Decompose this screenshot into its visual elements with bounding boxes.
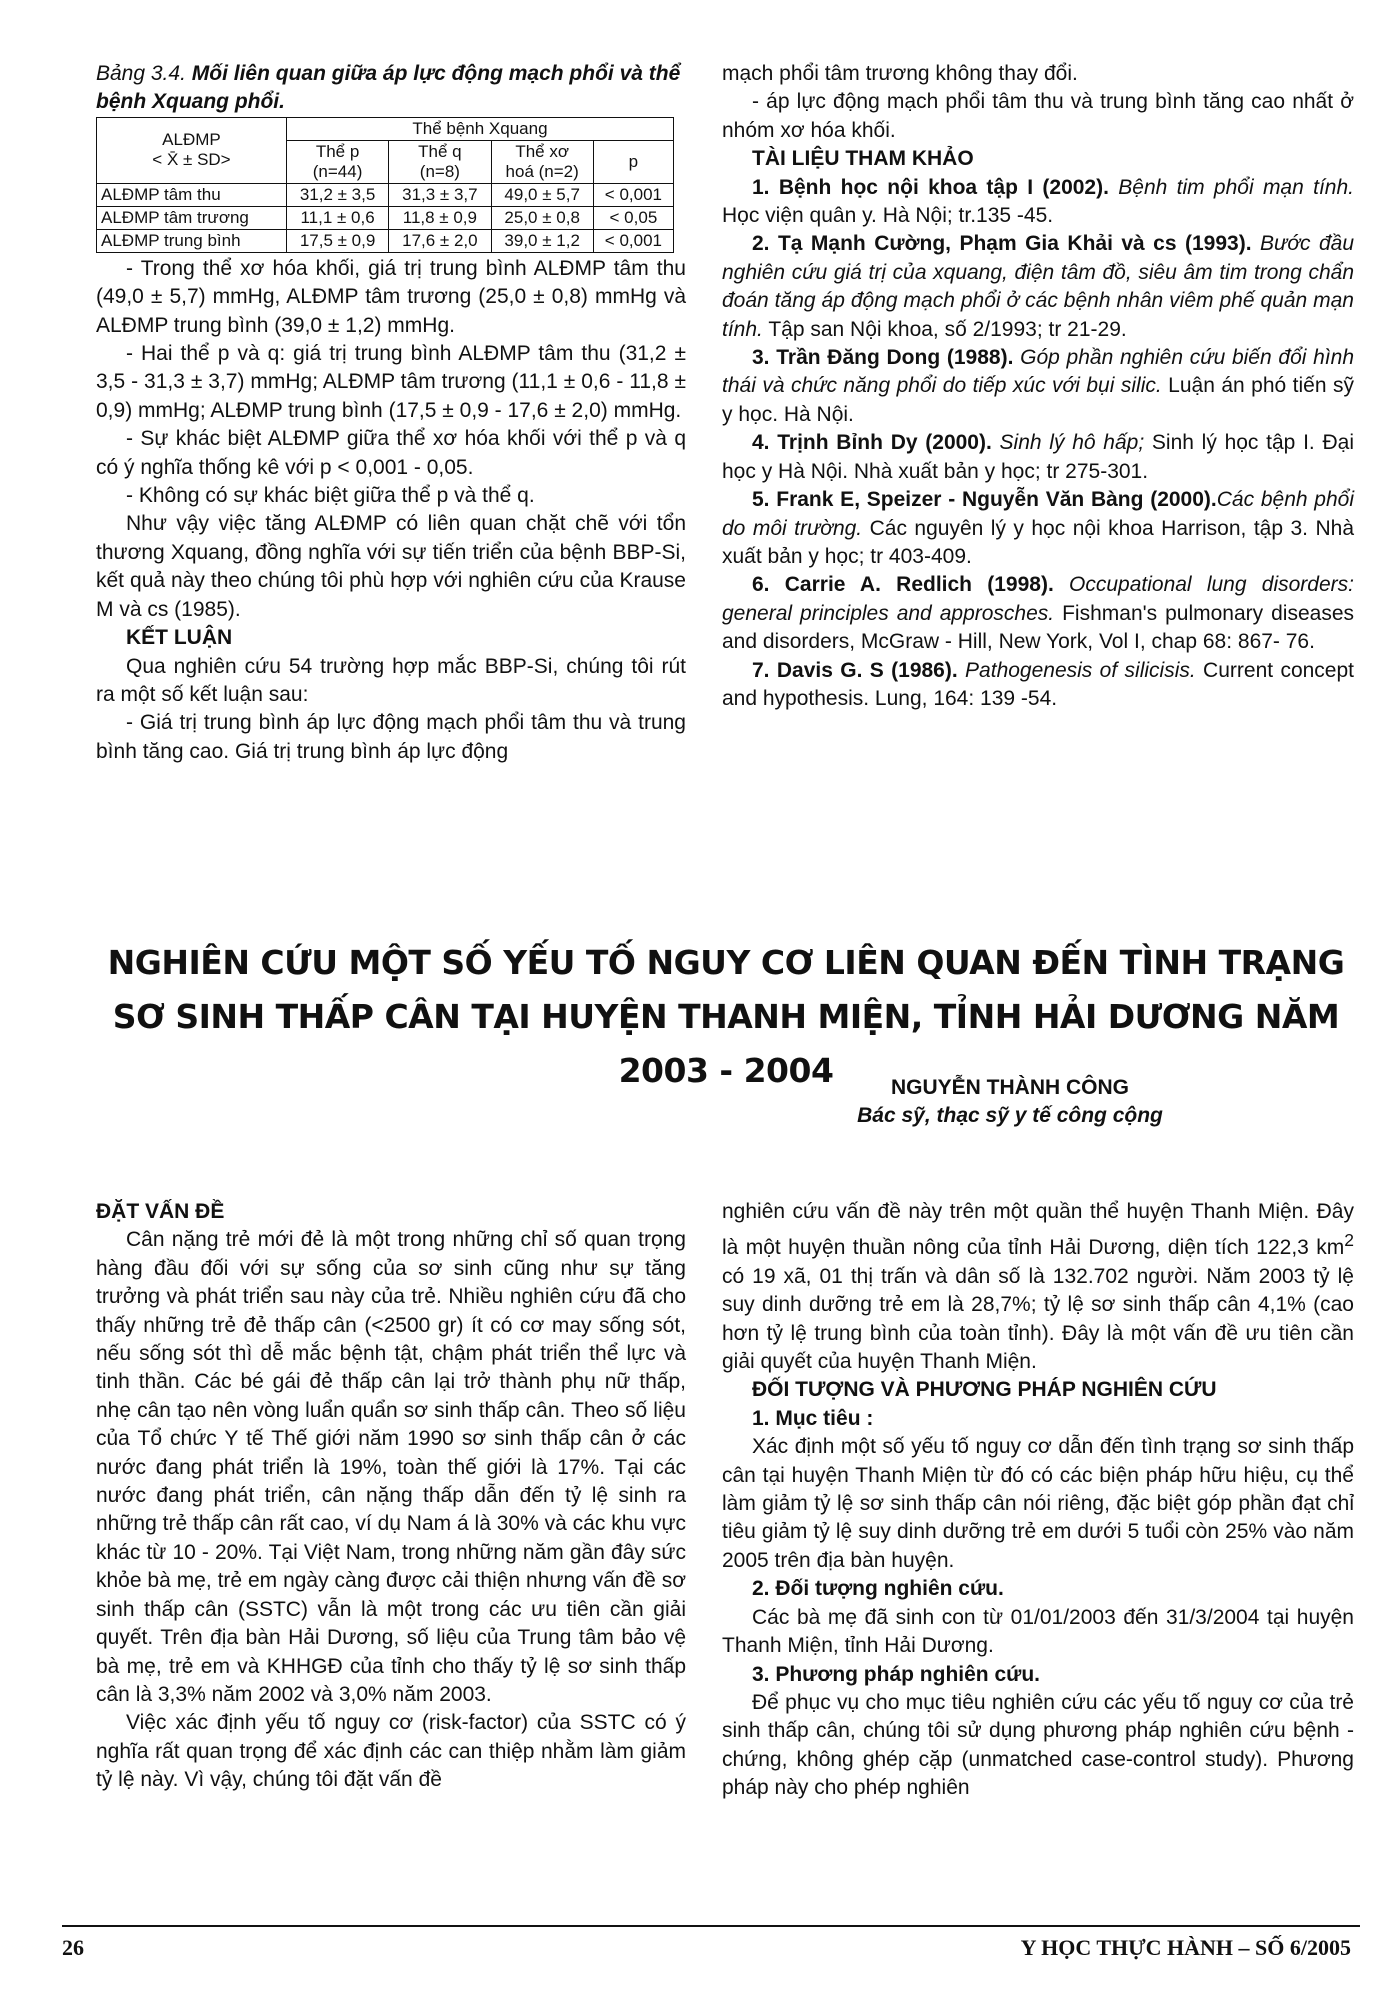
reference-author: 6. Carrie A. Redlich (1998). xyxy=(752,573,1054,597)
subsection-heading: 1. Mục tiêu : xyxy=(752,1406,874,1430)
paragraph: - Hai thể p và q: giá trị trung bình ALĐMP tâm thu (31,2 ± 3,5 - 31,3 ± 3,7) mmHg; ALĐMP tâm trương (11,1 ± 0,6 - 11,8 ± 0,9) mmHg; ALĐMP trung bình (17,5 ± 0,9 - 17,6 ± 2,0) mmHg. xyxy=(96,342,686,422)
cell-the-p: 11,1 ± 0,6 xyxy=(286,206,388,229)
reference-author: 5. Frank E, Speizer - Nguyễn Văn Bàng (2000). xyxy=(752,488,1217,512)
header-the-p-n: (n=44) xyxy=(312,161,363,181)
header-group: Thể bệnh Xquang xyxy=(286,117,673,140)
subsection-heading: 3. Phương pháp nghiên cứu. xyxy=(752,1662,1041,1686)
reference-source: Các nguyên lý y học nội khoa Harrison, tập 3. Nhà xuất bản y học; tr 403-409. xyxy=(722,516,1354,568)
reference-source: Học viện quân y. Hà Nội; tr.135 -45. xyxy=(722,204,1054,228)
table-row xyxy=(97,183,674,206)
reference-source: Fishman's pulmonary diseases and disorders, McGraw - Hill, New York, Vol I, chap 68: 867- 76. xyxy=(722,601,1354,654)
author-affiliation: Bác sỹ, thạc sỹ y tế công cộng xyxy=(857,1104,1163,1127)
cell-p-value: < 0,001 xyxy=(593,229,673,252)
reference-title: Pathogenesis of silicisis. xyxy=(957,658,1196,682)
header-the-xo xyxy=(491,140,593,183)
reference-author: 1. Bệnh học nội khoa tập I (2002). xyxy=(752,175,1109,199)
footer-divider xyxy=(62,1925,1360,1927)
text-run: có 19 xã, 01 thị trấn và dân số là 132.702 người. Năm 2003 tỷ lệ suy dinh dưỡng trẻ em là 28,7%; tỷ lệ sơ sinh thấp cân 4,1% (cao hơn tỷ lệ trung bình của toàn tỉnh). Đây là một vấn đề ưu tiên cần giải quyết của huyện Thanh Miện. xyxy=(722,1264,1354,1374)
paragraph: - Giá trị trung bình áp lực động mạch phổi tâm thu và trung bình tăng cao. Giá trị trung bình áp lực động xyxy=(96,711,686,763)
paragraph xyxy=(722,1198,1354,1376)
row-label: ALĐMP tâm trương xyxy=(97,206,287,229)
section-heading-references: TÀI LIỆU THAM KHẢO xyxy=(752,147,974,171)
header-mean-sd: < X̄ ± SD> xyxy=(152,150,231,170)
reference-source: Luận án phó tiến sỹ y học. Hà Nội. xyxy=(722,374,1354,426)
paragraph: Các bà mẹ đã sinh con từ 01/01/2003 đến 31/3/2004 tại huyện Thanh Miện, tỉnh Hải Dương. xyxy=(722,1605,1354,1658)
paragraph: Qua nghiên cứu 54 trường hợp mắc BBP-Si, chúng tôi rút ra một số kết luận sau: xyxy=(96,654,686,706)
reference-source: Sinh lý học tập I. Đại học y Hà Nội. Nhà xuất bản y học; tr 275-301. xyxy=(722,431,1354,483)
row-label: ALĐMP tâm thu xyxy=(97,183,287,206)
reference-item xyxy=(722,429,1354,486)
reference-item xyxy=(722,657,1354,714)
reference-author: 7. Davis G. S (1986). xyxy=(752,658,958,682)
section-heading-introduction: ĐẶT VẤN ĐỀ xyxy=(96,1200,225,1223)
reference-source: Tập san Nội khoa, số 2/1993; tr 21-29. xyxy=(762,317,1127,341)
section-heading-methods: ĐỐI TƯỢNG VÀ PHƯƠNG PHÁP NGHIÊN CỨU xyxy=(752,1378,1217,1402)
reference-source: Current concept and hypothesis. Lung, 164: 139 -54. xyxy=(722,658,1354,710)
table-header-cell xyxy=(97,117,287,183)
paragraph: - Trong thể xơ hóa khối, giá trị trung bình ALĐMP tâm thu (49,0 ± 5,7) mmHg, ALĐMP tâm trương (25,0 ± 0,8) mmHg và ALĐMP trung bình (39,0 ± 1,2) mmHg. xyxy=(96,256,686,337)
reference-title: Sinh lý hô hấp; xyxy=(991,431,1145,455)
header-the-q xyxy=(389,140,491,183)
cell-p-value: < 0,05 xyxy=(593,206,673,229)
header-the-p xyxy=(286,140,388,183)
table-caption xyxy=(96,60,686,117)
paragraph: Cân nặng trẻ mới đẻ là một trong những chỉ số quan trọng hàng đầu đối với sự sống của sơ sinh cũng như sự tăng trưởng và phát triển sau này của trẻ. Nhiều nghiên cứu đã cho thấy những trẻ đẻ thấp cân (<2500 gr) ít có cơ may sống sót, nếu sống sót thì dễ mắc bệnh tật, chậm phát triển thể lực và tinh thần. Các bé gái đẻ thấp cân lại trở thành phụ nữ thấp, nhẹ cân tạo nên vòng luẩn quẩn sơ sinh thấp cân. Theo số liệu của Tổ chức Y tế Thế giới năm 1990 sơ sinh thấp cân ở các nước đang phát triển là 19%, toàn thế giới là 17%. Tại các nước đang phát triển, cân nặng thấp dẫn đến tỷ lệ sinh ra những trẻ thấp cân rất cao, ví dụ Nam á là 30% và các khu vực khác từ 10 - 20%. Tại Việt Nam, trong những năm gần đây sức khỏe bà mẹ, trẻ em ngày càng được cải thiện nhưng vấn đề sơ sinh thấp cân (SSTC) vẫn là một trong các ưu tiên cần giải quyết. Trên địa bàn Hải Dương, số liệu của Trung tâm bảo vệ bà mẹ, trẻ em và KHHGĐ của tỉnh cho thấy tỷ lệ sơ sinh thấp cân là 3,3% năm 2002 và 3,0% năm 2003. xyxy=(96,1228,686,1706)
cell-the-xo: 39,0 ± 1,2 xyxy=(491,229,593,252)
header-the-q-n: (n=8) xyxy=(419,161,460,181)
paragraph: - Sự khác biệt ALĐMP giữa thể xơ hóa khối với thể p và q có ý nghĩa thống kê với p < 0,001 - 0,05. xyxy=(96,427,686,479)
author-block xyxy=(800,1074,1220,1130)
header-aldmp: ALĐMP xyxy=(162,130,221,150)
paragraph: Như vậy việc tăng ALĐMP có liên quan chặt chẽ với tổn thương Xquang, đồng nghĩa với sự tiến triển của bệnh BBP-Si, kết quả này theo chúng tôi phù hợp với nghiên cứu của Krause M và cs (1985). xyxy=(96,512,686,621)
header-the-q-label: Thể q xyxy=(418,141,462,161)
article-title-line-2: SƠ SINH THẤP CÂN TẠI HUYỆN THANH MIỆN, TỈNH HẢI DƯƠNG NĂM 2003 - 2004 xyxy=(112,997,1340,1090)
cell-the-p: 17,5 ± 0,9 xyxy=(286,229,388,252)
cell-the-xo: 49,0 ± 5,7 xyxy=(491,183,593,206)
reference-item xyxy=(722,344,1354,429)
reference-author: 4. Trịnh Bỉnh Dy (2000). xyxy=(752,431,992,455)
reference-list xyxy=(722,174,1354,714)
paragraph: mạch phổi tâm trương không thay đổi. xyxy=(722,62,1078,85)
right-bottom-column xyxy=(722,1198,1354,1803)
reference-author: 3. Trần Đăng Dong (1988). xyxy=(752,346,1014,370)
cell-the-p: 31,2 ± 3,5 xyxy=(286,183,388,206)
reference-title: Các bệnh phổi do môi trường. xyxy=(722,488,1355,540)
paragraph: Xác định một số yếu tố nguy cơ dẫn đến tình trạng sơ sinh thấp cân tại huyện Thanh Miện từ đó có các biện pháp hữu hiệu, cụ thể làm giảm tỷ lệ sơ sinh thấp cân nói riêng, đặc biệt góp phần đạt chỉ tiêu giảm tỷ lệ suy dinh dưỡng trẻ em dưới 5 tuổi còn 25% vào năm 2005 trên địa bàn huyện. xyxy=(722,1435,1354,1572)
header-the-p-label: Thể p xyxy=(315,141,360,161)
reference-title: Occupational lung disorders: general principles and approsches. xyxy=(722,573,1354,625)
cell-the-q: 11,8 ± 0,9 xyxy=(389,206,491,229)
row-label: ALĐMP trung bình xyxy=(97,229,287,252)
header-the-xo-label: Thể xơ xyxy=(515,141,569,161)
cell-the-xo: 25,0 ± 0,8 xyxy=(491,206,593,229)
reference-item xyxy=(722,571,1354,656)
left-top-column xyxy=(96,60,686,766)
header-p-value: p xyxy=(593,140,673,183)
reference-author: 2. Tạ Mạnh Cường, Phạm Gia Khải và cs (1993). xyxy=(752,232,1252,256)
cell-p-value: < 0,001 xyxy=(593,183,673,206)
journal-name: Y HỌC THỰC HÀNH – SỐ 6/2005 xyxy=(1020,1935,1351,1960)
reference-title: Bệnh tim phổi mạn tính. xyxy=(1108,175,1354,199)
paragraph: - Không có sự khác biệt giữa thể p và thể q. xyxy=(126,484,535,508)
table-row xyxy=(97,206,674,229)
table-caption-number: Bảng 3.4. xyxy=(96,62,186,85)
table-caption-text: Mối liên quan giữa áp lực động mạch phổi và thể bệnh Xquang phổi. xyxy=(96,62,681,114)
header-the-xo-n: hoá (n=2) xyxy=(505,161,579,181)
right-top-column xyxy=(722,60,1354,713)
author-name: NGUYỄN THÀNH CÔNG xyxy=(890,1076,1129,1099)
left-bottom-column xyxy=(96,1198,686,1795)
reference-item xyxy=(722,230,1354,344)
table-row xyxy=(97,229,674,252)
page-number: 26 xyxy=(62,1935,84,1960)
reference-title: Góp phần nghiên cứu biến đổi hình thái và chức năng phổi do tiếp xúc với bụi silic. xyxy=(722,346,1354,398)
subsection-heading: 2. Đối tượng nghiên cứu. xyxy=(752,1577,1004,1601)
cell-the-q: 31,3 ± 3,7 xyxy=(389,183,491,206)
article-title-line-1: NGHIÊN CỨU MỘT SỐ YẾU TỐ NGUY CƠ LIÊN QUAN ĐẾN TÌNH TRẠNG xyxy=(107,943,1345,982)
paragraph: Để phục vụ cho mục tiêu nghiên cứu các yếu tố nguy cơ của trẻ sinh thấp cân, chúng tôi sử dụng phương pháp nghiên cứu bệnh - chứng, không ghép cặp (unmatched case-control study). Phương pháp này cho phép nghiên xyxy=(722,1690,1354,1800)
reference-item xyxy=(722,486,1354,571)
cell-the-q: 17,6 ± 2,0 xyxy=(389,229,491,252)
text-run: nghiên cứu vấn đề này trên một quần thể huyện Thanh Miện. Đây là một huyện thuần nông của tỉnh Hải Dương, diện tích 122,3 km xyxy=(722,1200,1354,1260)
paragraph: - áp lực động mạch phổi tâm thu và trung bình tăng cao nhất ở nhóm xơ hóa khối. xyxy=(722,90,1354,142)
section-heading-conclusion: KẾT LUẬN xyxy=(126,626,233,650)
paragraph: Việc xác định yếu tố nguy cơ (risk-factor) của SSTC có ý nghĩa rất quan trọng để xác định các can thiệp nhằm làm giảm tỷ lệ này. Vì vậy, chúng tôi đặt vấn đề xyxy=(96,1711,686,1792)
superscript: 2 xyxy=(1344,1230,1354,1251)
reference-item xyxy=(722,174,1354,231)
reference-title: Bước đầu nghiên cứu giá trị của xquang, điện tâm đồ, siêu âm tim trong chẩn đoán tăng áp động mạch phổi ở các bệnh nhân viêm phế quản mạn tính. xyxy=(722,232,1355,341)
table-3-4 xyxy=(96,117,674,253)
